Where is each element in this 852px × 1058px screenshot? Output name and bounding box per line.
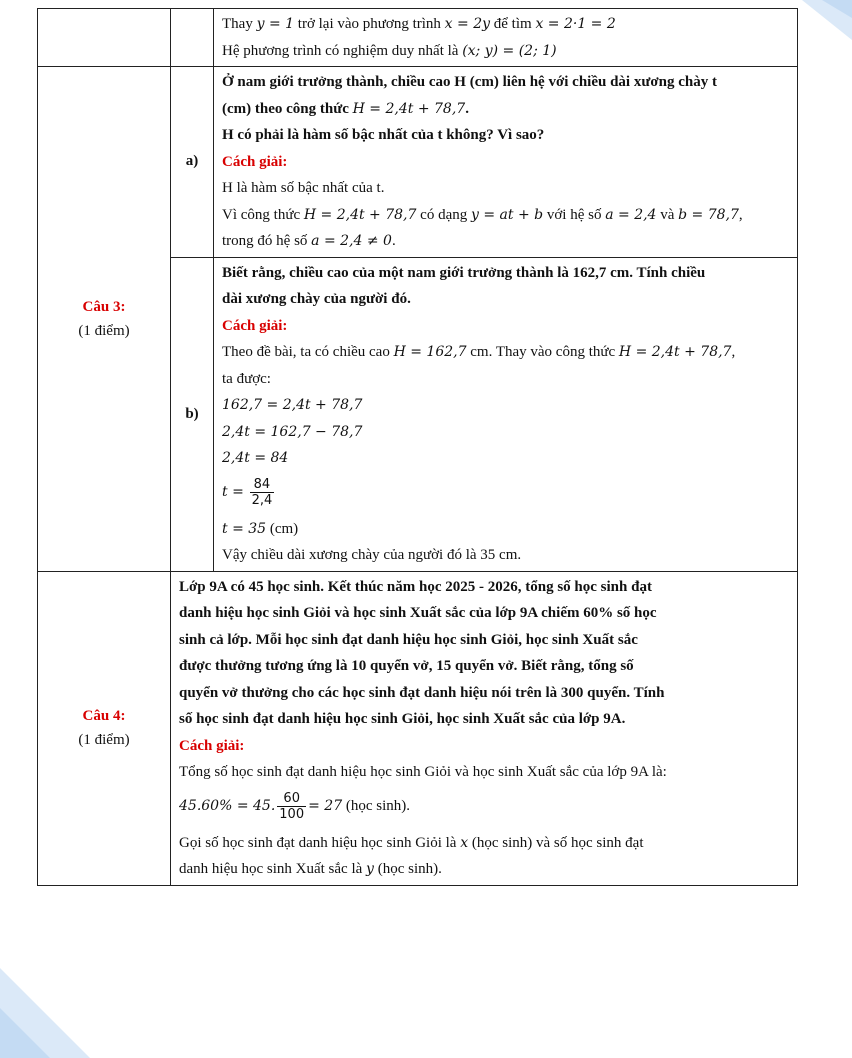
equation-line: 162,7 = 2,4t + 78,7: [222, 397, 363, 413]
question-points: (1 điểm): [78, 322, 130, 339]
question-text: (cm) theo công thức H = 2,4t + 78,7.: [222, 100, 469, 117]
solution-heading: Cách giải:: [179, 737, 245, 754]
question-number: Câu 3:: [82, 298, 126, 315]
solution-line: trong đó hệ số a = 2,4 ≠ 0.: [222, 233, 396, 249]
text-line: Hệ phương trình có nghiệm duy nhất là (x; y) = (2; 1): [222, 42, 557, 59]
equation-line: 2,4t = 84: [222, 450, 289, 466]
part-label: a): [171, 67, 214, 258]
table-row: [38, 67, 798, 258]
equation-line: t = $\frac{84}{2,4}$: [222, 476, 273, 508]
content-cell: [214, 9, 798, 67]
math-expression: x = 2·1 = 2: [535, 16, 616, 32]
table-row: [38, 9, 798, 67]
question-points: (1 điểm): [78, 732, 130, 748]
equation-line: 2,4t = 162,7 − 78,7: [222, 423, 363, 440]
solution-line: Vì công thức H = 2,4t + 78,7 có dạng y = at + b với hệ số a = 2,4 và b = 78,7,: [222, 206, 743, 223]
question-label-cell: [38, 67, 171, 572]
solution-line: Theo đề bài, ta có chiều cao H = 162,7 cm. Thay vào công thức H = 2,4t + 78,7,: [222, 344, 736, 360]
question-text: H có phải là hàm số bậc nhất của t không? Vì sao?: [222, 127, 545, 143]
question-text: dài xương chày của người đó.: [222, 291, 411, 307]
content-cell: [214, 67, 798, 258]
equation-line: t = 35 (cm): [222, 520, 299, 537]
question-label-cell: [38, 571, 171, 885]
question-text: Ở nam giới trưởng thành, chiều cao H (cm) liên hệ với chiều dài xương chày t: [222, 74, 717, 90]
solution-line: Gọi số học sinh đạt danh hiệu học sinh Giỏi là x (học sinh) và số học sinh đạt: [179, 834, 644, 851]
part-label: b): [171, 257, 214, 571]
question-number: Câu 4:: [82, 708, 126, 724]
question-text: danh hiệu học sinh Giỏi và học sinh Xuất sắc của lớp 9A chiếm 60% số học: [179, 605, 657, 621]
solution-line: ta được:: [222, 370, 271, 387]
math-expression: H = 2,4t + 78,7: [303, 206, 417, 223]
math-expression: y = 1: [256, 16, 295, 32]
math-expression: x = 2y: [444, 16, 491, 32]
fraction: $\frac{84}{2,4}$: [251, 476, 273, 508]
solution-heading: Cách giải:: [222, 153, 288, 170]
table-row: [38, 571, 798, 885]
content-cell: [171, 571, 798, 885]
empty-cell: [171, 9, 214, 67]
text-line: Thay y = 1 trở lại vào phương trình x = 2y để tìm x = 2·1 = 2: [222, 16, 616, 32]
question-text: Biết rằng, chiều cao của một nam giới trưởng thành là 162,7 cm. Tính chiều: [222, 264, 706, 281]
solution-heading: Cách giải:: [222, 317, 288, 334]
math-expression: y = at + b: [471, 206, 544, 223]
math-expression: H = 2,4t + 78,7: [352, 100, 466, 117]
fraction: $\frac{60}{100}$: [279, 790, 305, 822]
solution-line: Vậy chiều dài xương chày của người đó là 35 cm.: [222, 547, 522, 563]
corner-decoration-bottom-left: [0, 948, 120, 1058]
content-cell: [214, 257, 798, 571]
solution-line: Tổng số học sinh đạt danh hiệu học sinh Giỏi và học sinh Xuất sắc của lớp 9A là:: [179, 764, 667, 780]
solution-table: [37, 8, 798, 886]
question-text: quyển vở thưởng cho các học sinh đạt danh hiệu nói trên là 300 quyển. Tính: [179, 684, 665, 701]
math-expression: H = 2,4t + 78,7: [618, 344, 732, 360]
solution-line: H là hàm số bậc nhất của t.: [222, 180, 385, 196]
question-text: sinh cả lớp. Mỗi học sinh đạt danh hiệu học sinh Giỏi, học sinh Xuất sắc: [179, 631, 638, 648]
math-expression: H = 162,7: [393, 344, 467, 360]
empty-cell: [38, 9, 171, 67]
question-text: số học sinh đạt danh hiệu học sinh Giỏi, học sinh Xuất sắc của lớp 9A.: [179, 711, 626, 727]
math-expression: a = 2,4 ≠ 0: [311, 233, 392, 249]
math-expression: b = 78,7: [678, 206, 739, 223]
question-text: Lớp 9A có 45 học sinh. Kết thúc năm học 2025 - 2026, tổng số học sinh đạt: [179, 578, 652, 595]
question-text: được thưởng tương ứng là 10 quyển vở, 15 quyển vở. Biết rằng, tổng số: [179, 658, 634, 674]
math-expression: a = 2,4: [605, 206, 657, 223]
solution-line: danh hiệu học sinh Xuất sắc là y (học sinh).: [179, 861, 442, 877]
math-expression: (x; y) = (2; 1): [462, 42, 557, 59]
equation-line: 45.60% = 45. $\frac{60}{100}$ = 27 (học sinh).: [179, 790, 411, 822]
